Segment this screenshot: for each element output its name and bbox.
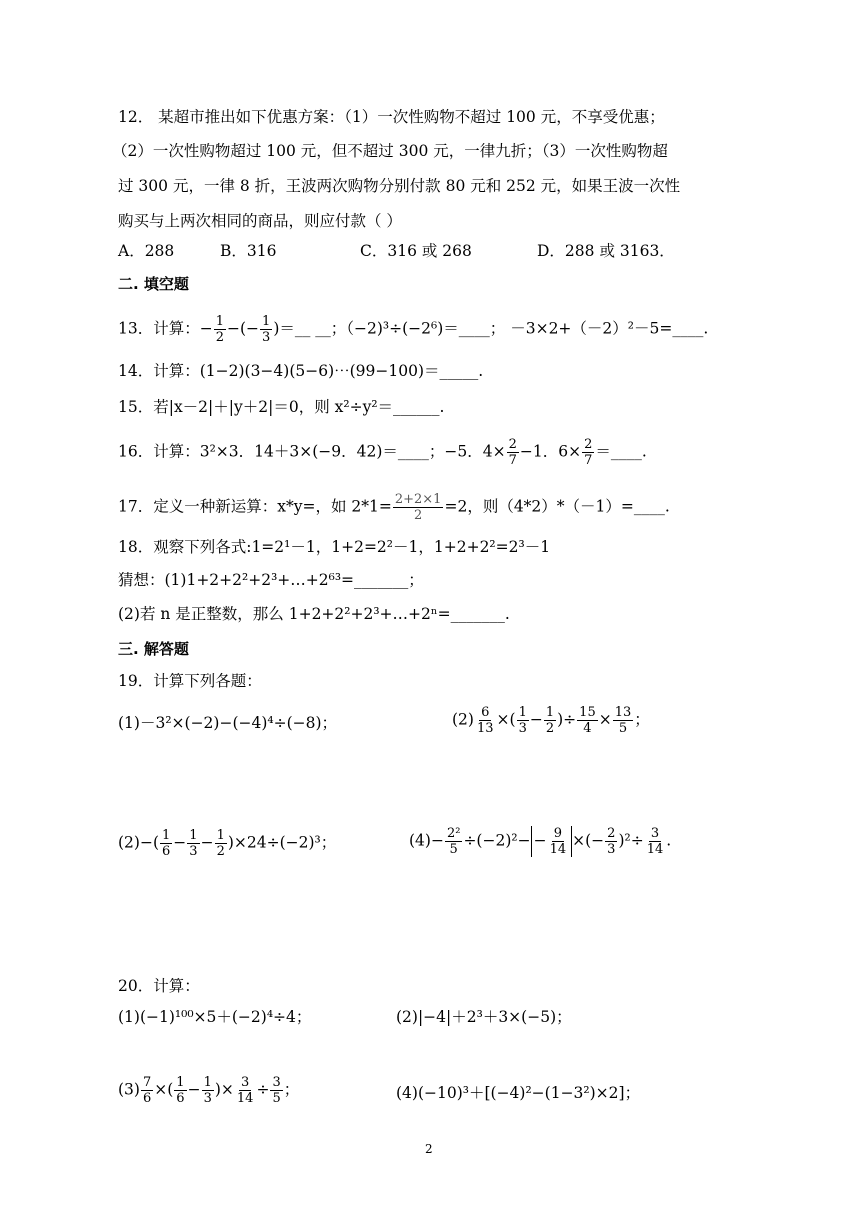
q19-p2-frac-a	[475, 705, 496, 736]
q20-part3	[118, 1075, 299, 1106]
q12-line2: （2）一次性购物超过 100 元，但不超过 300 元，一律九折；（3）一次性购物超	[112, 142, 668, 160]
numerator: 7	[142, 1075, 152, 1090]
numerator: 15	[579, 705, 596, 720]
q14: 14．计算：(1−2)(3−4)(5−6)⋯(99−100)＝_____.	[118, 362, 484, 380]
denominator: 2	[216, 844, 225, 859]
q12-line1: 12． 某超市推出如下优惠方案：（1）一次性购物不超过 100 元，不享受优惠；	[118, 108, 665, 126]
q20-p3-frac-b	[174, 1075, 186, 1106]
q12-option-a: A．288	[118, 242, 175, 260]
q12-line4: 购买与上两次相同的商品，则应付款（ ）	[118, 212, 402, 230]
numerator: 1	[176, 1075, 185, 1090]
q12-option-b: B．316	[220, 242, 277, 260]
numerator: 1	[518, 705, 527, 720]
q17-denominator: 2	[414, 508, 423, 523]
q19-p2-frac-e	[613, 705, 634, 736]
q20-p3-frac-d	[235, 1075, 256, 1106]
numerator: 1	[189, 828, 198, 843]
q19-part3	[118, 828, 336, 859]
q12-option-d: D．288 或 3163．	[537, 242, 675, 260]
section-heading-fill-in: 二. 填空题	[118, 275, 189, 293]
q16-fraction-1	[507, 437, 519, 468]
numerator: 3	[241, 1075, 250, 1090]
denominator: 5	[272, 1091, 281, 1106]
q19-p2-frac-d	[577, 705, 598, 736]
q13-f2-denominator: 3	[262, 330, 271, 345]
denominator: 13	[476, 721, 494, 736]
denominator: 14	[236, 1091, 254, 1106]
q19-p4-op: )²÷	[618, 831, 644, 850]
q16-prefix: 16．计算：3²×3．14＋3×(−9．42)＝____；−5．4×	[118, 442, 506, 461]
q16-f2-denominator: 7	[584, 453, 593, 468]
numerator: 3	[272, 1075, 281, 1090]
q20-part2: (2)|−4|＋2³＋3×(−5)；	[396, 1008, 572, 1026]
q20-p3-op: −	[187, 1080, 201, 1099]
q17-fraction-image	[393, 492, 444, 523]
q20-p3-end: ；	[283, 1080, 300, 1099]
denominator: 3	[203, 1091, 212, 1106]
numerator: 3	[650, 826, 660, 841]
q12-line3: 过 300 元，一律 8 折，王波两次购物分别付款 80 元和 252 元，如果王波一次性	[118, 177, 681, 195]
denominator: 3	[189, 844, 198, 859]
q16-f2-numerator: 2	[584, 437, 593, 452]
denominator: 14	[549, 842, 567, 857]
q19-p3-frac-c	[215, 828, 227, 859]
numerator: 1	[216, 828, 225, 843]
q20-title: 20．计算：	[118, 977, 200, 995]
q13-rest: )＝__ __；（−2)³÷(−2⁶)＝____； －3×2+（－2）²－5=____.	[273, 319, 709, 338]
q18-line3: (2)若 n 是正整数，那么 1+2+2²+2³+…+2ⁿ=_______.	[118, 605, 510, 623]
denominator: 6	[142, 1091, 152, 1106]
q20-p3-frac-e	[270, 1075, 282, 1106]
q19-part4	[409, 826, 671, 857]
q16-f1-denominator: 7	[508, 453, 517, 468]
q19-p4-op: ÷(−2)²−	[463, 831, 531, 850]
denominator: 6	[162, 844, 171, 859]
q19-p3-op: −	[200, 833, 214, 852]
q20-p3-op: )×	[214, 1080, 234, 1099]
numerator: 1	[203, 1075, 212, 1090]
q19-p2-op: ×(	[496, 710, 516, 729]
q18-line1: 18．观察下列各式:1=2¹－1，1+2=2²－1，1+2+2²=2³－1	[118, 538, 551, 556]
q19-part1: (1)－3²×(−2)−(−4)⁴÷(−8)；	[118, 714, 338, 732]
numerator: 2	[607, 826, 616, 841]
denominator: 6	[176, 1091, 185, 1106]
q19-p3-frac-b	[187, 828, 199, 859]
q13-fraction-1	[214, 314, 226, 345]
denominator: 4	[583, 721, 592, 736]
numerator: 9	[553, 826, 562, 841]
q19-p4-frac-a	[445, 826, 462, 857]
q19-p2-op: )÷	[557, 710, 577, 729]
q16-fraction-2	[582, 437, 594, 468]
q20-p3-frac-a	[141, 1075, 153, 1106]
q19-p3-op: −	[173, 833, 187, 852]
q19-p2-op: ×	[598, 710, 612, 729]
q16-suffix: ＝____.	[595, 442, 647, 461]
q16	[118, 437, 647, 468]
q19-p4-prefix: (4)−	[409, 831, 444, 850]
q13-f1-denominator: 2	[215, 330, 224, 345]
denominator: 2	[545, 721, 555, 736]
q13-f2-numerator: 1	[262, 314, 271, 329]
numerator: 2²	[446, 826, 461, 841]
q19-p4-op: ×(−	[572, 831, 605, 850]
q19-p2-end: ；	[634, 710, 650, 729]
q16-f1-numerator: 2	[508, 437, 517, 452]
q19-p2-op: −	[529, 710, 543, 729]
q19-p2-frac-b	[517, 705, 529, 736]
q19-p2-prefix: (2)	[452, 710, 474, 729]
q19-p3-frac-a	[160, 828, 172, 859]
q20-p3-frac-c	[202, 1075, 214, 1106]
q17-numerator: 2+2×1	[394, 492, 442, 507]
numerator: 6	[481, 705, 490, 720]
q19-p2-frac-c	[544, 705, 556, 736]
q20-p3-op: ÷	[256, 1080, 270, 1099]
q17	[118, 492, 670, 523]
q16-mid: −1．6×	[519, 442, 582, 461]
page-number: 2	[425, 1142, 433, 1156]
q15: 15．若|x－2|＋|y＋2|＝0，则 x²÷y²＝______.	[118, 398, 445, 416]
q12-option-c: C．316 或 268	[360, 242, 472, 260]
q19-p4-frac-b	[548, 826, 569, 857]
q19-title: 19．计算下列各题：	[118, 672, 262, 690]
q13-fraction-2	[260, 314, 272, 345]
q13-f1-numerator: 1	[215, 314, 224, 329]
denominator: 14	[646, 842, 664, 857]
q13	[118, 314, 708, 345]
q19-p4-frac-d	[645, 826, 666, 857]
q17-suffix: =2，则（4*2）*（－1）=____.	[444, 497, 670, 516]
q13-prefix: 13．计算：−	[118, 319, 213, 338]
numerator: 1	[162, 828, 171, 843]
q19-p4-end: .	[666, 831, 672, 850]
numerator: 13	[614, 705, 632, 720]
q19-part2	[452, 705, 650, 736]
q20-p3-prefix: (3)	[118, 1080, 140, 1099]
q20-part4: (4)(−10)³＋[(−4)²−(1−3²)×2]；	[396, 1084, 641, 1102]
q19-p3-end: )×24÷(−2)³；	[227, 833, 337, 852]
denominator: 5	[618, 721, 628, 736]
q17-prefix: 17．定义一种新运算：x*y=，如 2*1=	[118, 497, 392, 516]
denominator: 3	[607, 842, 616, 857]
numerator: 1	[545, 705, 555, 720]
q19-p4-absolute-value: − $\frac{9}{14}$	[531, 826, 573, 857]
q20-part1: (1)(−1)¹⁰⁰×5＋(−2)⁴÷4；	[118, 1008, 312, 1026]
section-heading-solutions: 三. 解答题	[118, 640, 189, 658]
q19-p4-frac-c	[605, 826, 617, 857]
q18-line2: 猜想：(1)1+2+2²+2³+…+2⁶³=_______；	[118, 571, 424, 589]
q20-p3-op: ×(	[154, 1080, 174, 1099]
denominator: 3	[518, 721, 527, 736]
q19-p3-prefix: (2)−(	[118, 833, 159, 852]
denominator: 5	[449, 842, 458, 857]
q13-mid: −(−	[227, 319, 260, 338]
